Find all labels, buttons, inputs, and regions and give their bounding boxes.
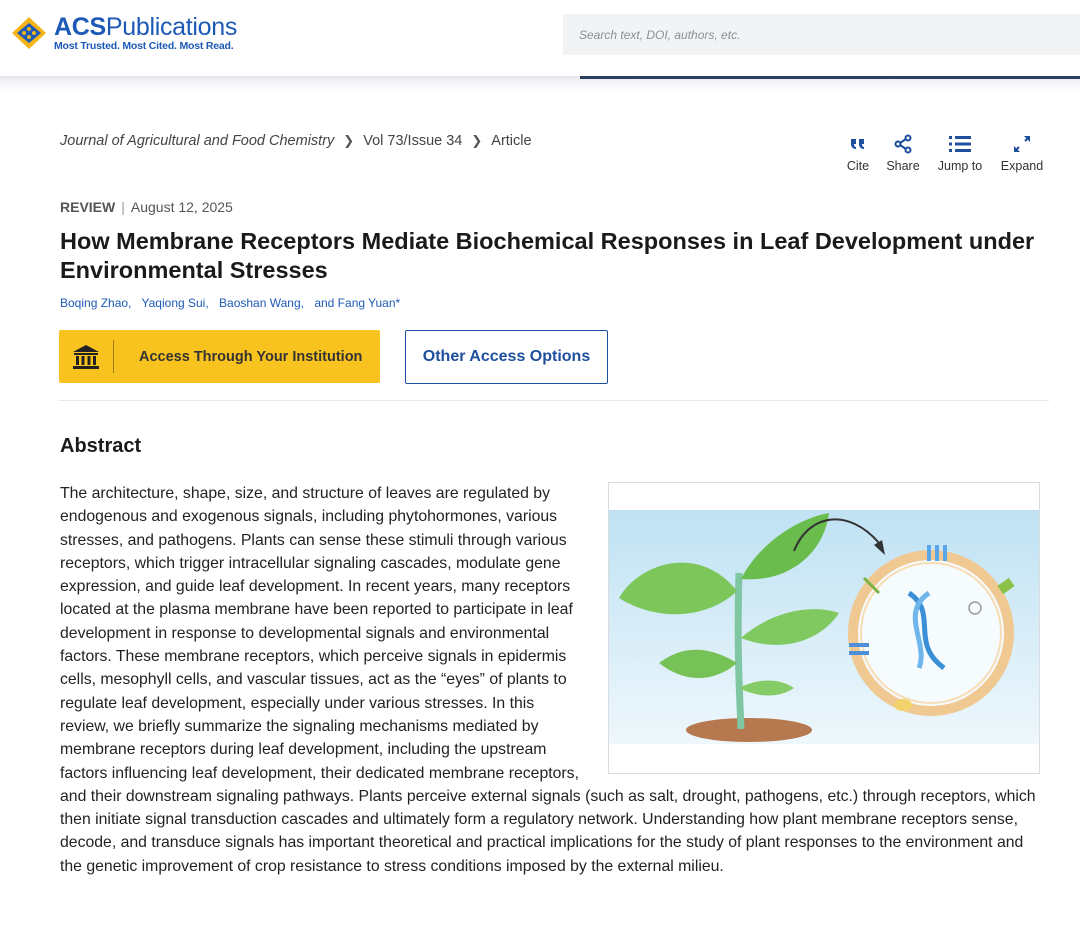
share-button[interactable]: Share [885,132,921,173]
author-list [60,296,407,310]
breadcrumb-journal[interactable]: Journal of Agricultural and Food Chemistry [60,133,335,149]
header-accent-line [580,76,1080,79]
author-link[interactable]: Yaqiong Sui, [141,296,209,310]
search-box[interactable] [563,14,1080,55]
jump-to-button[interactable]: Jump to [935,132,985,173]
quote-icon [845,132,871,156]
breadcrumb-issue[interactable]: Vol 73/Issue 34 [363,133,463,149]
top-header [0,0,1080,78]
publication-date: August 12, 2025 [130,199,233,215]
abstract-text: The architecture, shape, size, and structure of leaves are regulated by endogenous and exogenous signals, including phytohormones, various stresses, and pathogens. Plants can sense these stimuli through various receptors, which trigger intracellular signaling cascades, modulate gene expression, and guide leaf development. In recent years, many receptors located at the plasma membrane have been reported to participate in leaf development in response to developmental signals and environmental factors. These membrane receptors, which perceive signals in epidermis cells, mesophyll cells, and vascular tissues, act as the “eyes” of plants to regulate leaf development, especially under various stresses. In this review, we briefly summarize the signaling mechanisms mediated by membrane receptors during leaf development, including the upstream factors influencing leaf development, their dedicated membrane receptors, and their downstream signaling pathways. Plants perceive external signals (such as salt, drought, pathogens, etc.) through receptors, which then initiate signal transduction cascades and ultimately form a regulatory network. Understanding how plant membrane receptors sense, decode, and transduce signals has important theoretical and practical implications for the study of plant responses to the environment and the genetic improvement of crop resistance to stress conditions imposed by the external milieu. [60,485,1036,875]
search-input[interactable] [563,14,1080,55]
acs-diamond-icon [10,15,48,51]
expand-icon [999,132,1045,156]
article-type-date: REVIEW | August 12, 2025 [60,199,233,215]
author-link[interactable]: Boqing Zhao, [60,296,132,310]
list-icon [935,132,985,156]
brand-tagline: Most Trusted. Most Cited. Most Read. [54,40,234,52]
section-divider [59,400,1049,401]
plant-membrane-illustration-icon [609,483,1039,773]
expand-button[interactable]: Expand [999,132,1045,173]
abstract-body [60,482,1040,878]
author-link[interactable]: and Fang Yuan* [314,296,401,310]
article-title: How Membrane Receptors Mediate Biochemical Responses in Leaf Development under Environmental Stresses [60,228,1035,283]
author-link[interactable]: Baoshan Wang, [219,296,304,310]
share-icon [885,132,921,156]
breadcrumb [60,133,532,149]
institution-access-button[interactable] [59,330,380,383]
acs-logo[interactable] [10,14,237,52]
brand-name: ACSPublications [54,13,238,41]
toc-graphic[interactable] [608,482,1040,774]
chevron-right-icon: ❯ [343,133,355,148]
abstract-heading: Abstract [60,435,142,457]
article-type: REVIEW [60,199,116,215]
cite-button[interactable]: Cite [845,132,871,173]
bank-icon [59,344,113,370]
other-access-button[interactable]: Other Access Options [405,330,608,384]
chevron-right-icon: ❯ [471,133,483,148]
breadcrumb-article: Article [491,133,532,149]
institution-access-label: Access Through Your Institution [139,348,363,365]
